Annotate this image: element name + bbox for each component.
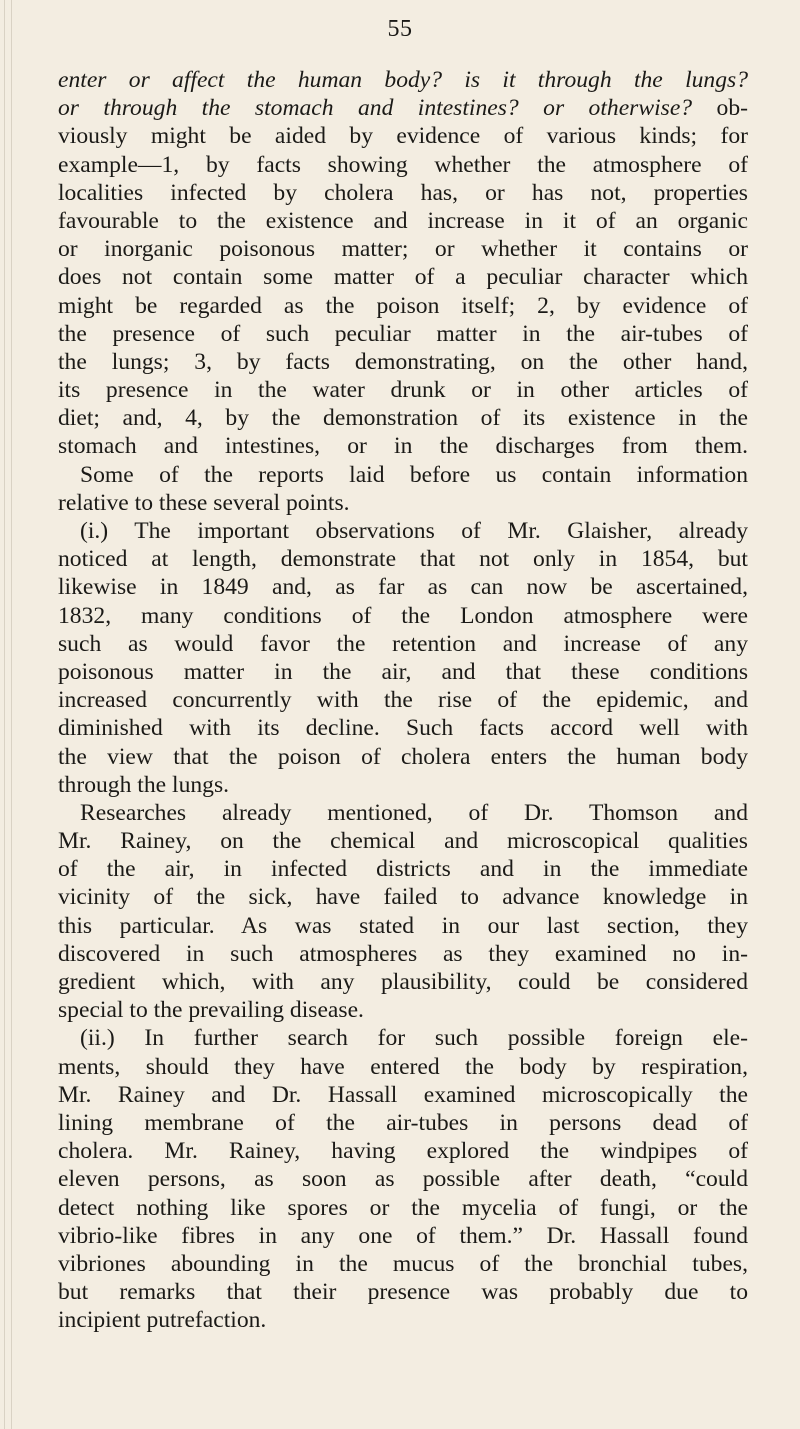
text-line: diet; and, 4, by the demonstration of its existence in the <box>58 405 748 432</box>
text-line: incipient putrefaction. <box>58 1307 267 1334</box>
text-line: through the lungs. <box>58 771 230 798</box>
text-line: poisonous matter in the air, and that these conditions <box>58 658 748 685</box>
page-edge-line <box>4 0 5 1429</box>
text-line: noticed at length, demonstrate that not only in 1854, but <box>58 546 748 573</box>
text-line: such as would favor the retention and increase of any <box>58 630 748 657</box>
text-line: eleven persons, as soon as possible after death, “could <box>58 1166 748 1193</box>
text-line: Researches already mentioned, of Dr. Thomson and <box>80 799 748 826</box>
text-line: special to the prevailing disease. <box>58 997 364 1024</box>
text-line: but remarks that their presence was probably due to <box>58 1279 748 1306</box>
text-line: the view that the poison of cholera enters the human body <box>58 743 748 770</box>
text-line: vibriones abounding in the mucus of the bronchial tubes, <box>58 1250 748 1277</box>
text-line: vicinity of the sick, have failed to advance knowledge in <box>58 884 748 911</box>
text-line: gredient which, with any plausibility, could be considered <box>58 969 748 995</box>
text-line: Mr. Rainey, on the chemical and microscopical qualities <box>58 828 748 855</box>
text-line: localities infected by cholera has, or has not, properties <box>58 179 748 206</box>
text-line: the presence of such peculiar matter in the air-tubes of <box>58 320 748 347</box>
page-number: 55 <box>387 16 413 42</box>
text-line: vibrio-like fibres in any one of them.” Dr. Hassall found <box>58 1222 748 1249</box>
text-line: cholera. Mr. Rainey, having explored the windpipes of <box>58 1138 748 1165</box>
text-line: or through the stomach and intestines? or otherwise? ob- <box>58 95 748 122</box>
text-line: or inorganic poisonous matter; or whether it contains or <box>58 236 748 263</box>
text-line: example—1, by facts showing whether the atmosphere of <box>58 151 748 178</box>
text-line: likewise in 1849 and, as far as can now be ascertained, <box>58 574 748 601</box>
text-line: diminished with its decline. Such facts accord well with <box>58 715 748 742</box>
text-line: increased concurrently with the rise of the epidemic, and <box>58 687 748 714</box>
text-line: the lungs; 3, by facts demonstrating, on the other hand, <box>58 348 748 375</box>
text-line: its presence in the water drunk or in other articles of <box>58 377 748 404</box>
text-line: (ii.) In further search for such possible foreign ele- <box>80 1025 748 1052</box>
text-line: does not contain some matter of a peculiar character which <box>58 264 748 291</box>
page-edge-line <box>11 0 12 1429</box>
text-line: might be regarded as the poison itself; 2, by evidence of <box>58 292 748 319</box>
text-line: stomach and intestines, or in the discharges from them. <box>58 433 748 460</box>
text-line: detect nothing like spores or the mycelia of fungi, or the <box>58 1194 748 1221</box>
text-line: Mr. Rainey and Dr. Hassall examined microscopically the <box>58 1081 748 1108</box>
text-line: (i.) The important observations of Mr. Glaisher, already <box>80 518 748 544</box>
text-line: 1832, many conditions of the London atmosphere were <box>58 602 748 629</box>
text-line: lining membrane of the air-tubes in persons dead of <box>58 1109 748 1136</box>
text-line: enter or affect the human body? is it through the lungs? <box>58 67 748 93</box>
text-line: relative to these several points. <box>58 489 350 516</box>
text-line: discovered in such atmospheres as they examined no in- <box>58 940 748 967</box>
text-line: viously might be aided by evidence of various kinds; for <box>58 123 748 150</box>
text-line: of the air, in infected districts and in the immediate <box>58 856 748 883</box>
text-line: Some of the reports laid before us contain information <box>80 461 748 488</box>
body-text <box>58 66 748 1334</box>
text-line: ments, should they have entered the body by respiration, <box>58 1053 748 1080</box>
text-line: favourable to the existence and increase in it of an organic <box>58 207 748 234</box>
text-line: this particular. As was stated in our last section, they <box>58 912 748 939</box>
